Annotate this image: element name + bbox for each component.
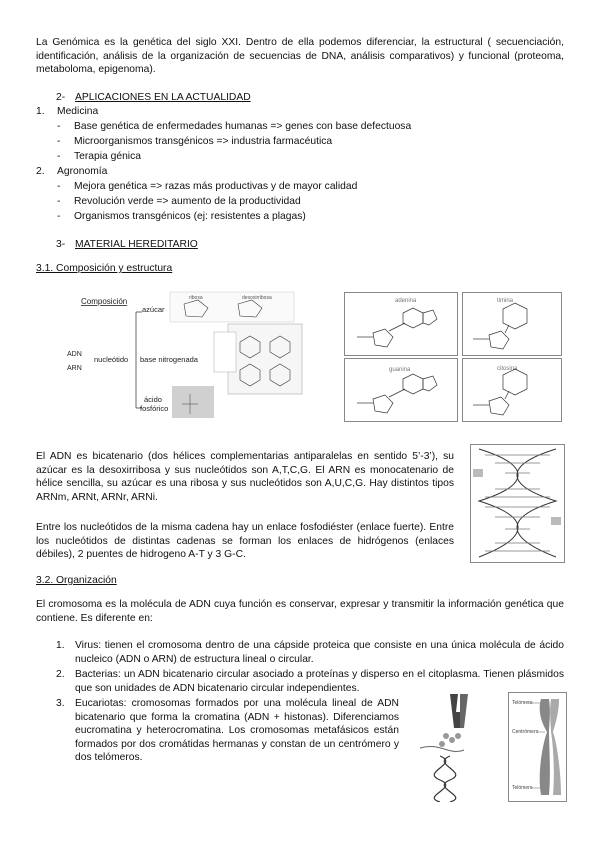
adenine-structure	[344, 292, 458, 356]
diagram-label-ribosa: ribosa	[189, 295, 203, 301]
section-2-number: 2-	[56, 92, 66, 103]
diagram-label-azucar: azúcar	[142, 305, 165, 314]
org-item-3-number: 3.	[56, 698, 65, 709]
thymine-label: timina	[497, 298, 514, 304]
app-item-2-bullet-3: - Organismos transgénicos (ej: resistentes a plagas)	[74, 210, 306, 224]
org-item-1-number: 1.	[56, 640, 65, 651]
chrom-label-telomere-top: Telómero	[512, 700, 533, 706]
diagram-label-base: base nitrogenada	[140, 355, 198, 364]
diagram-label-composicion: Composición	[81, 297, 128, 306]
adenine-label: adenina	[395, 298, 417, 304]
guanine-structure	[344, 358, 458, 422]
org-item-3-text: Eucariotas: cromosomas formados por una molécula lineal de ADN bicatenario que forma la cromatina (ADN + histonas). Diferenciamos eucromatina y heterocromatina. Los cromosomas metafásicos están formados por dos cromátidas hermanas y constan de un centrómero y dos telómeros.	[75, 698, 399, 764]
guanine-label: guanina	[389, 367, 411, 373]
composition-diagram	[64, 290, 304, 420]
dna-paragraph: El ADN es bicatenario (dos hélices complementarias antiparalelas en sentido 5’-3’), su azúcar es la desoxirribosa y sus nucleótidos son A,T,C,G. El ARN es monocatenario de hélice sencilla, su azúcar es una ribosa y sus nucleótidos son A,U,C,G. Hay distintos tipos ARNm, ARNt, ARNr, ARNi.	[36, 451, 454, 503]
app-item-1-number: 1.	[36, 106, 45, 117]
app-item-1-label: Medicina	[57, 106, 99, 117]
section-3-title: MATERIAL HEREDITARIO	[75, 239, 198, 250]
chrom-label-telomere-bottom: Telómero	[512, 785, 533, 791]
cytosine-structure	[462, 358, 562, 422]
chrom-label-centromere: Centrómero	[512, 729, 539, 735]
chromosome-image	[508, 692, 567, 802]
app-item-2-number: 2.	[36, 166, 45, 177]
diagram-label-arn: ARN	[67, 365, 82, 372]
app-item-1-bullet-1: - Base genética de enfermedades humanas => genes con base defectuosa	[74, 120, 411, 134]
diagram-label-adn: ADN	[67, 351, 82, 358]
diagram-label-fosforico: fosfórico	[140, 404, 169, 413]
org-item-2-number: 2.	[56, 669, 65, 680]
subsection-3-2-title: 3.2. Organización	[36, 575, 117, 586]
app-item-1-bullet-3: - Terapia génica	[74, 150, 141, 164]
cytosine-label: citosina	[497, 366, 518, 372]
intro-paragraph: La Genómica es la genética del siglo XXI. Dentro de ella podemos diferenciar, la estructural ( secuenciación, identificación, análisis de la organización de secuencias de DNA, análisis comparativos) y funcional (proteoma, metaboloma, epigenoma).	[36, 37, 564, 76]
org-item-2-text: Bacterias: un ADN bicatenario circular asociado a proteínas y disperso en el citoplasma. Tienen plásmidos que son unidades de ADN bicatenario circular independientes.	[75, 669, 564, 694]
diagram-label-desoxirribosa: desoxirribosa	[242, 295, 272, 301]
org-item-1-text: Virus: tienen el cromosoma dentro de una cápside proteica que consiste en una única molécula de ácido nucleico (ADN o ARN) de estructura lineal o circular.	[75, 640, 564, 665]
app-item-1-bullet-2: - Microorganismos transgénicos => industria farmacéutica	[74, 135, 332, 149]
app-item-2-bullet-1: - Mejora genética => razas más productivas y de mayor calidad	[74, 180, 357, 194]
app-item-2-bullet-2: - Revolución verde => aumento de la productividad	[74, 195, 301, 209]
diagram-label-nucleotido: nucleótido	[94, 355, 129, 364]
bonds-paragraph: Entre los nucleótidos de la misma cadena hay un enlace fosfodiéster (enlace fuerte). Entre los nucleótidos de distintas cadenas se forman los enlaces de hidrógenos (enlaces débiles), 2 puentes de hidrogeno A-T y 3 G-C.	[36, 522, 454, 561]
diagram-label-acido: ácido	[144, 395, 162, 404]
subsection-3-1-title: 3.1. Composición y estructura	[36, 263, 173, 274]
dna-double-helix-image	[470, 444, 565, 563]
app-item-2-label: Agronomía	[57, 166, 108, 177]
section-2-title: APLICACIONES EN LA ACTUALIDAD	[75, 92, 251, 103]
organization-intro: El cromosoma es la molécula de ADN cuya función es conservar, expresar y transmitir la información genética que contiene. Es diferente en:	[36, 599, 564, 624]
chromatin-packing-image	[410, 692, 506, 802]
thymine-structure	[462, 292, 562, 356]
section-3-number: 3-	[56, 239, 66, 250]
